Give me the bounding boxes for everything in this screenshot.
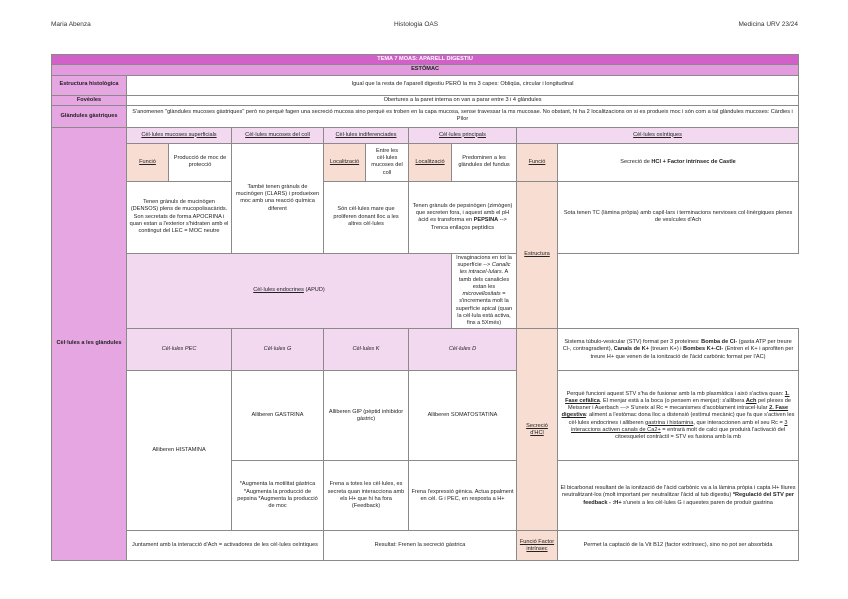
bicarbonat-text (558, 461, 799, 531)
bicarb-pre: El bicarbonat resultant de la ionització de l'àcid carbònic va a la làmina pròpia i capta H+ lliures neutralitzant-los (molt important per neutralitzar l'àcid al tub digestiu) (560, 485, 796, 499)
invaginacions-text (452, 253, 517, 329)
oxint-funcio-pre: Secreció de (620, 158, 652, 165)
stv-b3: Bombes K+-Cl- (683, 346, 724, 353)
estructura-oxint-text: Sota tenen TC (làmina pròpia) amb capil·lars i terminacions nervioses col·linèrgiques plenes de vesícules d'Ach (558, 181, 799, 253)
stv-m1: (gasta ATP per treure Cl-, contragradient), (562, 339, 792, 353)
stv-pre: Sistema túbulo-vesicular (STV) format per 3 proteïnes: (564, 339, 702, 346)
secrecio-hcl-label: Secreció d'HCl (517, 329, 558, 531)
header-principals: Cèl·lules principals (409, 127, 517, 143)
fusio-u1: gastrina i histamina (645, 419, 694, 426)
stv-b1: Bomba de Cl- (701, 339, 738, 346)
g-efectes: *Augmenta la motilitat gàstrica *Augmenta la producció de pepsina *Augmenta la producció de moc (232, 461, 324, 531)
invag-pre: Invaginacions en tot la superfície --> (456, 254, 512, 269)
k-allibera: Alliberen GIP (pèptid inhibidor gàstric) (324, 371, 409, 461)
mucoses-coll-desc: També tenen grànuls de mucinògen (CLARS) i produeixen moc amb una reacció química diferent (232, 143, 324, 253)
invag-mid: . A tamb dels canalicles estan les (458, 269, 510, 290)
cells-label: Cèl·lules a les glàndules (52, 127, 127, 561)
estructura-text: Igual que la resta de l'aparell digestiu PERÒ la ms 3 capes: Obliqüa, circular i longitudinal (127, 75, 799, 95)
fusio-b2: Ach (745, 397, 757, 404)
g-allibera: Alliberen GASTRINA (232, 371, 324, 461)
juntament-text: Juntament amb la interacció d'Ach = activadores de les cèl·lules oxíntiques (127, 531, 324, 561)
header-indiferenciades: Cèl·lules indiferenciades (324, 127, 409, 143)
fusio-p5: , que interaccionen amb el seu Rc = (693, 419, 785, 426)
factor-intrinsec-label: Funció Factor intrínsec (517, 531, 558, 561)
fusio-p2: . El menjar està a la boca (o pensem en menjar): s'allibera (599, 397, 746, 404)
localitzacio-princ: Predominen a les glàndules del fundus (452, 143, 517, 181)
stv-m2: (treuen K+) i (648, 346, 684, 353)
invag-ital1: Canalic les intracel·lulars (459, 262, 511, 276)
princ-desc-post: --> Trenca enllaços peptídics (430, 217, 507, 231)
fusio-p4: : aliment a l'estòmac dona lloc a distensió (estímul mecànic) que fa que s'activen les cèl·lules endocrines i alliberen (568, 412, 795, 426)
author-name: Maria Abenza (51, 21, 91, 28)
cel-d: Cèl·lules D (409, 329, 517, 371)
section-title: ESTÒMAC (52, 65, 799, 75)
localitzacio-indif: Entre les cèl·lules mucoses del coll (366, 143, 409, 181)
cel-pec: Cèl·lules PEC (127, 329, 232, 371)
apud-label: (APUD) (303, 287, 325, 294)
endocrines-header (127, 253, 452, 329)
header-oxintiques: Cèl·lules oxíntiques (517, 127, 799, 143)
fusio-p6: = entrarà molt de calci que produirà l'activació del citoesquelet contràctil = STV es fusiona amb la mb (615, 426, 786, 441)
oxint-funcio-bold: HCl + Factor intrínsec de Castle (651, 158, 736, 165)
princ-desc-pre: Tenen grànuls de pepsinògen (zimògen) que secreten fora, i aquest amb el pH àcid es transforma en (412, 202, 513, 224)
stv-b2: Canals de K+ (613, 346, 649, 353)
d-allibera: Alliberen SOMATOSTATINA (409, 371, 517, 461)
foveoles-label: Fovèoles (52, 95, 127, 105)
histology-table (51, 54, 799, 561)
course-name: Medicina URV 23/24 (738, 21, 798, 28)
stv-post: (Entren el K+ i aprofiten per treure H+ que venen de la ionització de l'àcid carbònic format per l'AC) (590, 346, 794, 360)
funcio-mucoses-sup: Producció de moc de protecció (169, 143, 232, 181)
estructura-oxint-label: Estructura (517, 181, 558, 329)
factor-intrinsec-text: Permet la captació de la Vit B12 (factor extrínsec), sino no pot ser absorbida (558, 531, 799, 561)
funcio-label-oxint: Funció (517, 143, 558, 181)
indif-desc: Són cèl·lules mare que proliferen donant lloc a les altres cèl·lules (324, 181, 409, 253)
fusio-text (558, 371, 799, 461)
fusio-u2: 3 interaccions activen canals de Ca2+ (571, 419, 788, 433)
d-efectes: Frena l'expressió gènica. Actua ppalment en cèl. G i PEC, en resposta a H+ (409, 461, 517, 531)
cel-g: Cèl·lules G (232, 329, 324, 371)
endocrines-label: Cèl·lules endocrines (253, 287, 304, 294)
k-efectes: Frena a totes les cèl·lules, es secreta quan interacciona amb els H+ que hi ha fora (Feedback) (324, 461, 409, 531)
subject-name: Histologia OAS (394, 21, 439, 28)
estructura-label: Estructura histològica (52, 75, 127, 95)
resultat-text: Resultat: Frenen la secreció gàstrica (324, 531, 517, 561)
topic-title: TEMA 7 MOAS: APARELL DIGESTIU (52, 55, 799, 65)
princ-desc (409, 181, 517, 253)
localitzacio-label-princ: Localització (409, 143, 452, 181)
princ-desc-bold: PEPSINA (473, 217, 499, 224)
pec-allibera: Alliberen HISTAMINA (127, 371, 232, 531)
glandules-label: Glàndules gàstriques (52, 105, 127, 127)
header-mucoses-superficials: Cèl·lules mucoses superficials (127, 127, 232, 143)
mucoses-sup-desc: Tenen grànuls de mucinògen (DENSOS) plens de mucopolisacàrids. Son secretats de forma APOCRINA i quan estan a l'exterior s'hidraten amb el contingut del LEC = MOC neutre (127, 181, 232, 253)
stv-text (558, 329, 799, 371)
glandules-text: S'anomenen "glàndules mucoses gàstriques" però no perquè fagen una secreció mucosa sino perquè es troben en la capa mucosa, sense travessar la ms mucosae. No obstant, hi ha 2 localitzacions on si es produeix moc i són com a tal glàndules mucoses: Càrdies i Pílor (127, 105, 799, 127)
funcio-label: Funció (127, 143, 169, 181)
bicarb-post: s'uneix a les cèl·lules G i aquestes paren de produir gastrina (621, 499, 773, 506)
cel-k: Cèl·lules K (324, 329, 409, 371)
fusio-p1: Perquè funcioni aquest STV s'ha de fusionar amb la mb plasmàtica i això s'activa quan: (566, 390, 785, 397)
fusio-b1: 1. Fase cefàlica (565, 390, 790, 404)
localitzacio-label-indif: Localització (324, 143, 366, 181)
oxint-funcio (558, 143, 799, 181)
bicarb-b: *Regulació del STV per feedback - :H+ (583, 492, 795, 506)
fusio-p3: pel plexes de Meissner i Auerbach ---> S'uneix al Rc = mecanismes d'acoblament intracel·lular (567, 397, 791, 412)
header-mucoses-coll: Cèl·lules mucoses del coll (232, 127, 324, 143)
invag-post: = s'incrementa molt la superfície apical (quan la cèl·lula està activa, fins a 5Xmés) (455, 291, 513, 327)
invag-ital2: microvellositats (462, 291, 501, 298)
fusio-b3: 2. Fase digestiva (561, 405, 789, 419)
foveoles-text: Obertures a la paret interna on van a parar entre 3 i 4 glàndules (127, 95, 799, 105)
